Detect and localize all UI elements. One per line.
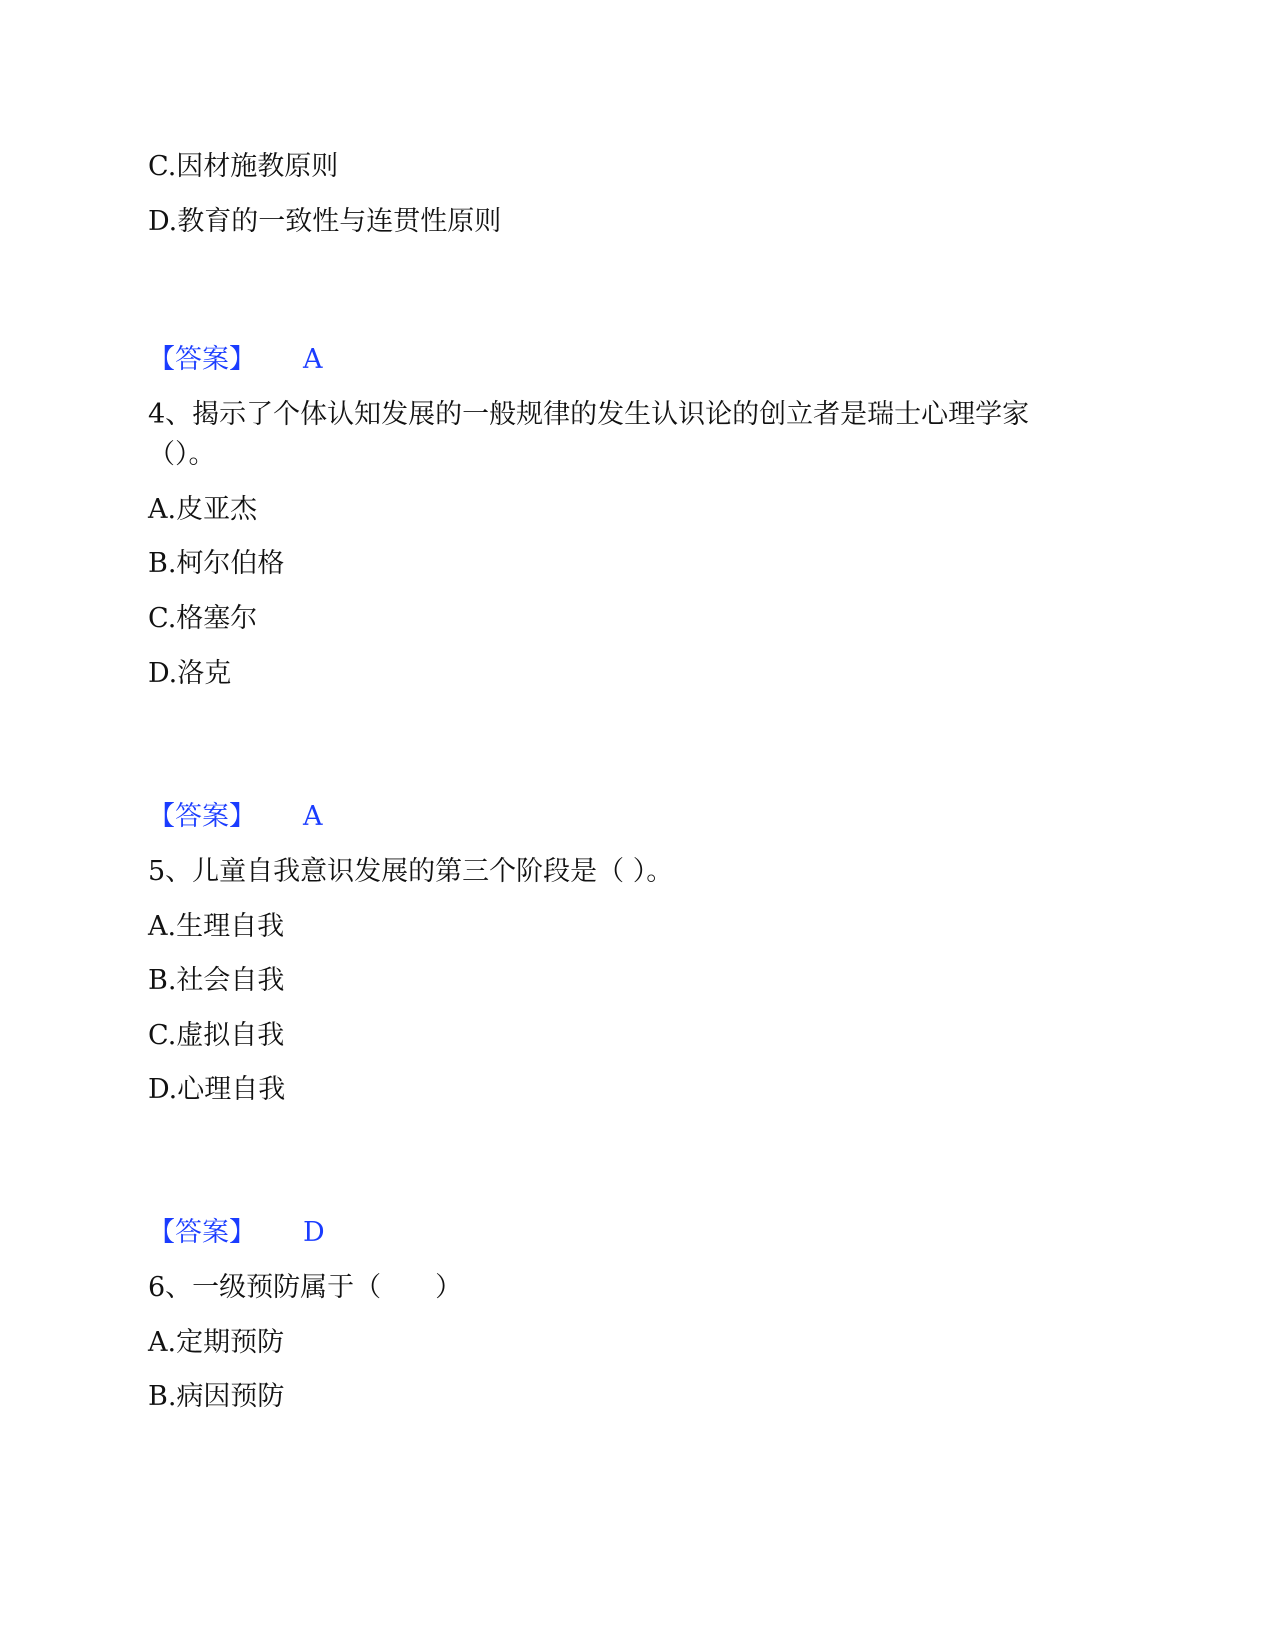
answer-value: A xyxy=(303,801,323,832)
q5-option-d: D.心理自我 xyxy=(148,1074,286,1105)
q5-option-b: B.社会自我 xyxy=(148,965,285,996)
q3-answer xyxy=(148,343,323,377)
answer-value: A xyxy=(303,344,323,375)
q4-option-c: C.格塞尔 xyxy=(148,603,258,634)
q3-option-d: D.教育的一致性与连贯性原则 xyxy=(148,206,502,237)
answer-label: 【答案】 xyxy=(148,344,256,375)
q3-option-c: C.因材施教原则 xyxy=(148,151,339,182)
q4-stem-line2: （）。 xyxy=(148,439,216,470)
q4-option-b: B.柯尔伯格 xyxy=(148,548,285,579)
q4-answer xyxy=(148,800,323,834)
answer-label: 【答案】 xyxy=(148,1217,256,1248)
q6-option-a: A.定期预防 xyxy=(148,1327,285,1358)
q5-answer xyxy=(148,1216,325,1250)
answer-value: D xyxy=(303,1217,325,1248)
q4-option-a: A.皮亚杰 xyxy=(148,494,258,525)
q4-option-d: D.洛克 xyxy=(148,658,232,689)
q4-stem-line1: 4、揭示了个体认知发展的一般规律的发生认识论的创立者是瑞士心理学家 xyxy=(148,399,1030,430)
q6-option-b: B.病因预防 xyxy=(148,1381,285,1412)
q5-stem: 5、儿童自我意识发展的第三个阶段是（ ）。 xyxy=(148,856,674,887)
answer-label: 【答案】 xyxy=(148,801,256,832)
q5-option-a: A.生理自我 xyxy=(148,911,285,942)
q6-stem: 6、一级预防属于（ ） xyxy=(148,1272,463,1303)
q5-option-c: C.虚拟自我 xyxy=(148,1020,285,1051)
